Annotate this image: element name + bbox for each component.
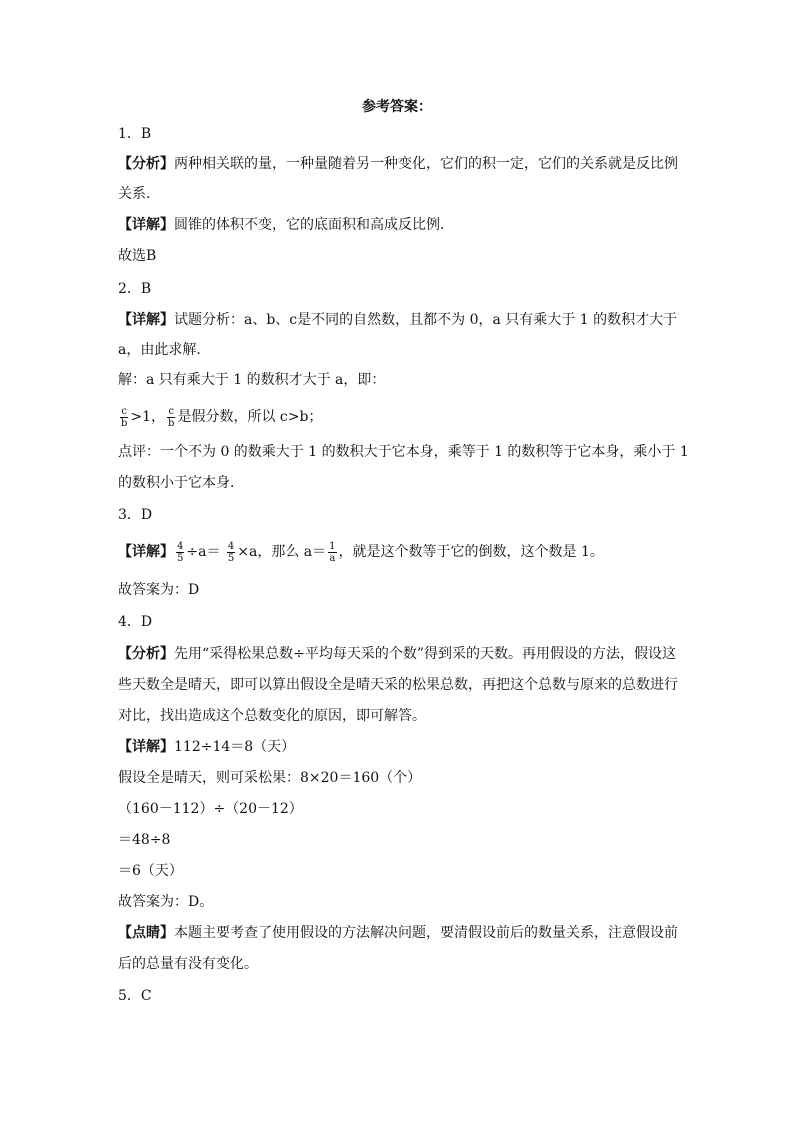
fraction-4-over-5-2: $\frac{4}{5}$ (227, 540, 235, 564)
detail-tag: 【详解】 (118, 312, 174, 328)
q2-comment: 点评：一个不为 0 的数乘大于 1 的数积大于它本身，乘等于 1 的数积等于它本身，乘小于 1 (118, 444, 689, 460)
q2-answer: 2．B (118, 281, 152, 297)
q4-analysis-cont-1: 些天数全是晴天，即可以算出假设全是晴天采的松果总数，再把这个总数与原来的总数进行 (118, 677, 678, 693)
q4-detail (118, 737, 688, 757)
q1-conclusion: 故选B (118, 248, 157, 264)
q3-expr1: ÷a＝ (186, 544, 221, 560)
q3-expr2: ×a，那么 a＝ (237, 544, 327, 560)
q4-detail-text: 112÷14＝8（天） (174, 739, 296, 755)
q4-step-3: ＝48÷8 (118, 832, 171, 848)
q3-detail (118, 538, 688, 566)
q3-conclusion: 故答案为：D (118, 582, 200, 598)
q1-analysis (118, 154, 688, 174)
analysis-tag: 【分析】 (118, 156, 174, 172)
q4-tip-cont: 后的总量有没有变化。 (118, 956, 258, 972)
detail-tag: 【详解】 (118, 544, 174, 560)
q4-step-4: ＝6（天） (118, 863, 183, 879)
q4-answer: 4．D (118, 614, 153, 630)
q4-tip (118, 923, 688, 943)
q1-detail (118, 215, 688, 235)
q2-comment-cont: 的数积小于它本身． (118, 475, 244, 491)
tip-tag: 【点睛】 (118, 925, 174, 941)
q1-analysis-text: 两种相关联的量，一种量随着另一种变化，它们的积一定，它们的关系就是反比例 (174, 156, 678, 172)
q2-inequality (118, 404, 688, 430)
q2-ineq: >1， (130, 409, 166, 425)
q4-conclusion: 故答案为：D。 (118, 894, 214, 910)
fraction-c-over-b-2: $\frac{c}{b}$ (168, 405, 175, 429)
q3-answer: 3．D (118, 507, 153, 523)
q5-answer: 5．C (118, 988, 152, 1004)
q2-solve: 解：a 只有乘大于 1 的数积才大于 a，即： (118, 372, 386, 388)
page-title: 参考答案： (362, 99, 432, 115)
fraction-c-over-b: $\frac{c}{b}$ (121, 405, 128, 429)
q3-expr3: ，就是这个数等于它的倒数，这个数是 1。 (338, 544, 604, 560)
q4-analysis-cont-2: 对比，找出造成这个总数变化的原因，即可解答。 (118, 708, 426, 724)
q4-step-2: （160－112）÷（20－12） (118, 801, 303, 817)
detail-tag: 【详解】 (118, 217, 174, 233)
q1-answer: 1．B (118, 126, 152, 142)
q4-analysis-text: 先用“采得松果总数÷平均每天采的个数”得到采的天数。再用假设的方法，假设这 (174, 646, 677, 662)
q1-analysis-cont: 关系． (118, 186, 160, 202)
q4-tip-text: 本题主要考查了使用假设的方法解决问题，要清假设前后的数量关系，注意假设前 (174, 925, 678, 941)
fraction-1-over-a: $\frac{1}{a}$ (329, 540, 336, 564)
q2-detail-cont: a，由此求解． (118, 342, 211, 358)
fraction-4-over-5: $\frac{4}{5}$ (177, 540, 184, 564)
q2-detail-text: 试题分析：a、b、c是不同的自然数，且都不为 0，a 只有乘大于 1 的数积才大于 (174, 312, 678, 328)
analysis-tag: 【分析】 (118, 646, 174, 662)
q1-detail-text: 圆锥的体积不变，它的底面积和高成反比例． (174, 217, 454, 233)
q2-ineq-rest: 是假分数，所以 c>b； (177, 409, 323, 425)
detail-tag: 【详解】 (118, 739, 174, 755)
q2-detail (118, 310, 688, 330)
q4-analysis (118, 644, 688, 664)
q4-step-1: 假设全是晴天，则可采松果：8×20＝160（个） (118, 770, 422, 786)
